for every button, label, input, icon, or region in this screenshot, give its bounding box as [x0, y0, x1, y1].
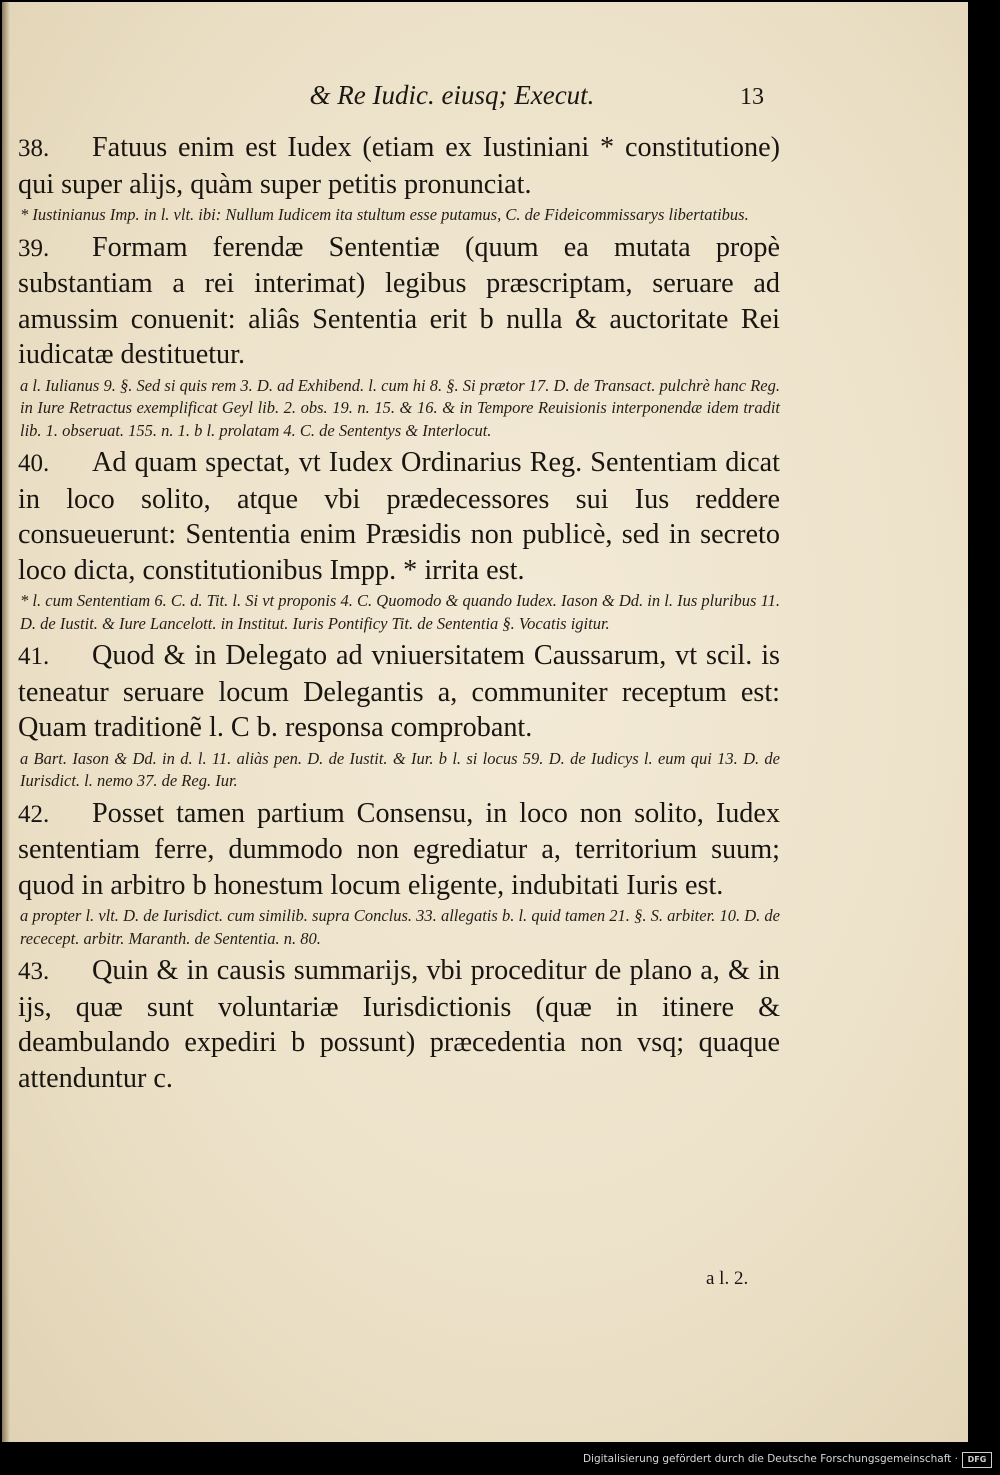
paragraph-42: [18, 796, 780, 904]
main-text: [18, 130, 780, 1096]
paragraph-38: [18, 130, 780, 202]
footnote-40: * l. cum Sententiam 6. C. d. Tit. l. Si vt proponis 4. C. Quomodo & quando Iudex. Iason & Dd. in l. Ius pluribus 11. D. de Iustit. & Iure Lancelott. in Institut. Iuris Pontificy Tit. de Sententia §. Vocatis igitur.: [20, 591, 780, 633]
paragraph-text: Ad quam spectat, vt Iudex Ordinarius Reg. Sententiam dicat in loco solito, atque vbi prædecessores sui Ius reddere consueuerunt: Sententia enim Præsidis non publicè, sed in secreto loco dicta, constitutionibus Impp. * irrita est.: [18, 447, 780, 586]
catchword: a l. 2.: [706, 1268, 749, 1289]
footnote-41: a Bart. Iason & Dd. in d. l. 11. aliàs pen. D. de Iustit. & Iur. b l. si locus 59. D. de Iudicys l. eum qui 13. D. de Iurisdict. l. nemo 37. de Reg. Iur.: [20, 748, 780, 790]
paragraph-number: 40.: [18, 450, 50, 477]
paragraph-39: [18, 230, 780, 373]
paragraph-41: [18, 638, 780, 746]
paragraph-text: Posset tamen partium Consensu, in loco non solito, Iudex sententiam ferre, dummodo non egrediatur a, territorium suum; quod in arbitro b honestum locum eligente, indubitati Iuris est.: [18, 797, 780, 901]
paragraph-43: [18, 953, 780, 1096]
paragraph-number: 38.: [18, 135, 50, 162]
funding-credit: Digitalisierung gefördert durch die Deutsche Forschungsgemeinschaft ·: [582, 1453, 958, 1465]
digitization-footer: [0, 1447, 1000, 1475]
paragraph-number: 39.: [18, 234, 50, 262]
running-head: & Re Iudic. eiusq; Execut.: [309, 80, 595, 110]
paragraph-number: 43.: [18, 958, 50, 985]
paragraph-text: Formam ferendæ Sententiæ (quum ea mutata propè substantiam a rei interimat) legibus præscriptam, seruare ad amussim conuenit: aliâs Sententia erit b nulla & auctoritate Rei iudicatæ destituetur.: [18, 231, 780, 370]
dfg-logo: DFG: [962, 1452, 992, 1468]
paragraph-text: Quod & in Delegato ad vniuersitatem Caussarum, vt scil. is teneatur seruare locum Delegantis a, communiter receptum est: Quam traditionẽ l. C b. responsa comprobant.: [18, 640, 780, 743]
page-gutter-shadow: [2, 2, 10, 1442]
book-page: [2, 2, 968, 1442]
paragraph-40: [18, 445, 780, 588]
footnote-39: a l. Iulianus 9. §. Sed si quis rem 3. D. ad Exhibend. l. cum hi 8. §. Si prætor 17. D. de Transact. pulchrè hanc Reg. in Iure Retractus exemplificat Geyl lib. 2. obs. 19. n. 15. & 16. & in Tempore Reuisionis interponendæ idem tradit lib. 1. obseruat. 155. n. 1. b l. prolatam 4. C. de Sententys & Interlocut.: [20, 375, 780, 440]
footnote-38: * Iustinianus Imp. in l. vlt. ibi: Nullum Iudicem ita stultum esse putamus, C. de Fideicommissarys libertatibus.: [20, 205, 749, 224]
paragraph-text: Quin & in causis summarijs, vbi proceditur de plano a, & in ijs, quæ sunt voluntariæ Iurisdictionis (quæ in itinere & deambulando expediri b possunt) præcedentia non vsq; quaque attenduntur c.: [18, 955, 780, 1094]
footnote-42: a propter l. vlt. D. de Iurisdict. cum similib. supra Conclus. 33. allegatis b. l. quid tamen 21. §. S. arbiter. 10. D. de rececept. arbitr. Maranth. de Sententia. n. 80.: [20, 906, 780, 948]
paragraph-number: 42.: [18, 800, 50, 828]
paragraph-text: Fatuus enim est Iudex (etiam ex Iustiniani * constitutione) qui super alijs, quàm super petitis pronunciat.: [18, 132, 780, 200]
paragraph-number: 41.: [18, 643, 50, 670]
page-number: 13: [740, 84, 764, 110]
